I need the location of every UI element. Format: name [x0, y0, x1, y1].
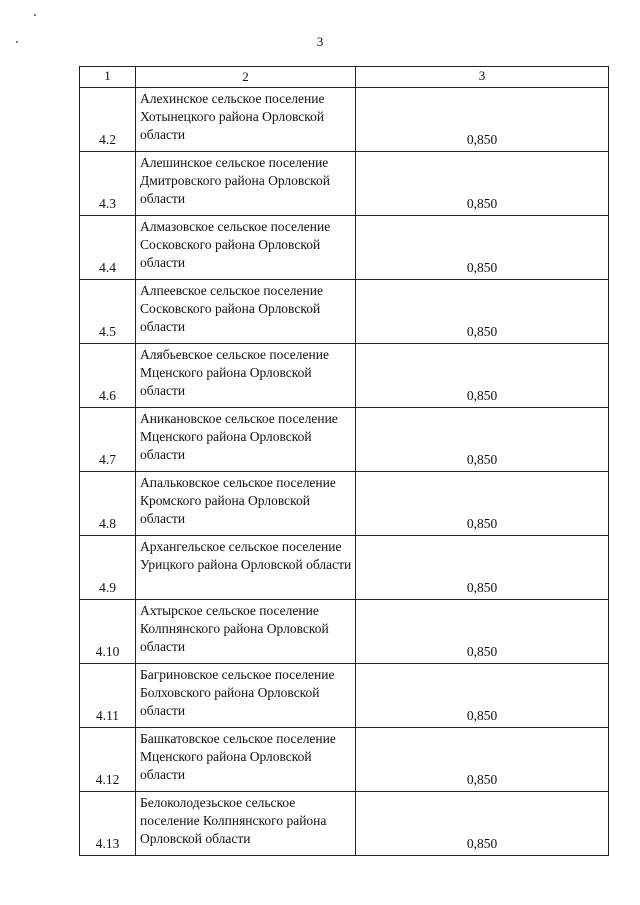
settlement-name: Алехинское сельское поселение Хотынецкого района Орловской области: [136, 88, 356, 152]
row-number: 4.12: [80, 728, 136, 792]
table-row: [80, 728, 609, 792]
settlement-name: Аникановское сельское поселение Мценского района Орловской области: [136, 408, 356, 472]
coefficient-value: 0,850: [356, 88, 609, 152]
page-number: 3: [316, 34, 324, 49]
row-number: 4.2: [80, 88, 136, 152]
table-row: [80, 600, 609, 664]
settlement-name: Алпеевское сельское поселение Сосковского района Орловской области: [136, 280, 356, 344]
header-col-3: 3: [356, 67, 609, 88]
coefficient-value: 0,850: [356, 408, 609, 472]
coefficient-value: 0,850: [356, 344, 609, 408]
row-number: 4.11: [80, 664, 136, 728]
coefficient-value: 0,850: [356, 728, 609, 792]
row-number: 4.5: [80, 280, 136, 344]
table-row: [80, 792, 609, 856]
coefficient-value: 0,850: [356, 664, 609, 728]
table-row: [80, 664, 609, 728]
table-row: [80, 152, 609, 216]
row-number: 4.8: [80, 472, 136, 536]
settlement-name: Башкатовское сельское поселение Мценского района Орловской области: [136, 728, 356, 792]
table-row: [80, 408, 609, 472]
row-number: 4.6: [80, 344, 136, 408]
table-row: [80, 472, 609, 536]
row-number: 4.7: [80, 408, 136, 472]
settlement-name: Багриновское сельское поселение Болховского района Орловской области: [136, 664, 356, 728]
row-number: 4.3: [80, 152, 136, 216]
data-table: [79, 66, 609, 856]
coefficient-value: 0,850: [356, 600, 609, 664]
coefficient-value: 0,850: [356, 280, 609, 344]
settlement-name: Алешинское сельское поселение Дмитровского района Орловской области: [136, 152, 356, 216]
table-row: [80, 280, 609, 344]
settlement-name: Архангельское сельское поселение Урицкого района Орловской области: [136, 536, 356, 600]
coefficient-value: 0,850: [356, 792, 609, 856]
coefficient-value: 0,850: [356, 216, 609, 280]
settlement-name: Белоколодезьское сельское поселение Колпнянского района Орловской области: [136, 792, 356, 856]
scan-speck: [34, 14, 36, 16]
table-row: [80, 344, 609, 408]
row-number: 4.10: [80, 600, 136, 664]
coefficient-value: 0,850: [356, 152, 609, 216]
settlement-name: Апальковское сельское поселение Кромского района Орловской области: [136, 472, 356, 536]
settlement-name: Алмазовское сельское поселение Сосковского района Орловской области: [136, 216, 356, 280]
header-col-2: 2: [136, 67, 356, 88]
row-number: 4.4: [80, 216, 136, 280]
coefficient-value: 0,850: [356, 536, 609, 600]
table-header-row: [80, 67, 609, 88]
table-row: [80, 88, 609, 152]
row-number: 4.9: [80, 536, 136, 600]
table-row: [80, 216, 609, 280]
settlement-name: Алябьевское сельское поселение Мценского района Орловской области: [136, 344, 356, 408]
header-col-1: 1: [80, 67, 136, 88]
row-number: 4.13: [80, 792, 136, 856]
coefficient-value: 0,850: [356, 472, 609, 536]
table-row: [80, 536, 609, 600]
settlement-name: Ахтырское сельское поселение Колпнянского района Орловской области: [136, 600, 356, 664]
